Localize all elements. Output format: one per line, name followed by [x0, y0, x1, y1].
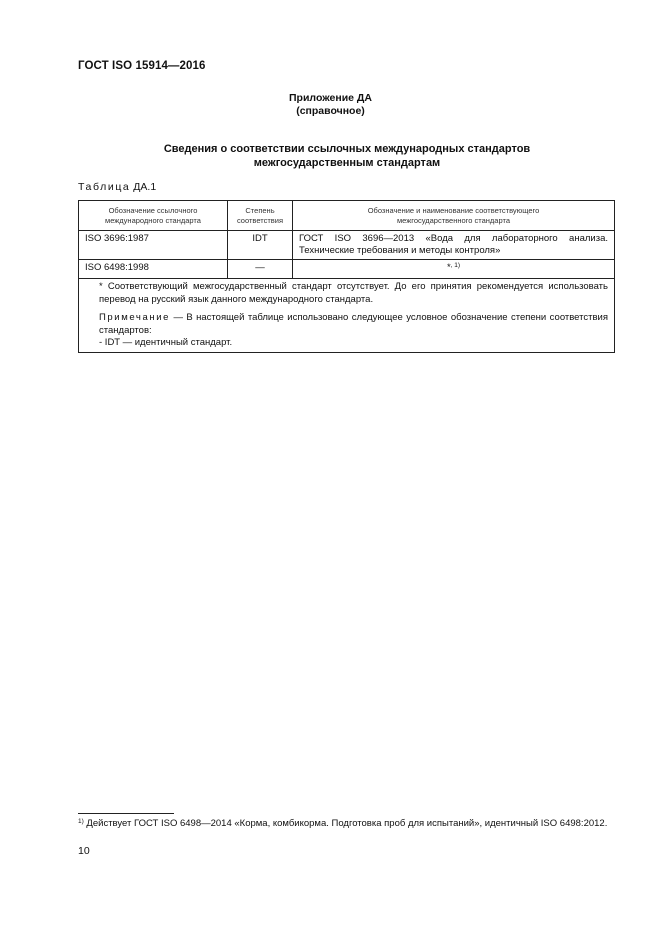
table-notes-row	[79, 279, 615, 353]
footnote	[78, 818, 615, 832]
column-header-reference: Обозначение ссылочного международного стандарта	[79, 201, 228, 231]
footnote-reference: , 1)	[450, 262, 461, 269]
page-number: 10	[78, 845, 90, 857]
correspondence-table	[78, 200, 615, 353]
reference-cell: ISO 6498:1998	[79, 260, 228, 279]
table-row	[79, 231, 615, 260]
column-header-degree: Степень соответствия	[228, 201, 293, 231]
section-title-line1: Сведения о соответствии ссылочных международных стандартов	[163, 143, 531, 155]
degree-cell: IDT	[228, 231, 293, 260]
degree-cell: —	[228, 260, 293, 279]
table-caption-number: ДА.1	[133, 181, 157, 193]
national-standard-cell: ГОСТ ISO 3696—2013 «Вода для лабораторного анализа. Технические требования и методы контроля»	[293, 231, 615, 260]
note-dash: —	[173, 312, 183, 323]
section-title-line2: межгосударственным стандартам	[253, 157, 441, 169]
missing-standard-mark: *	[446, 262, 451, 273]
footnote-marker: 1)	[78, 818, 84, 825]
asterisk-note: * Соответствующий межгосударственный стандарт отсутствует. До его принятия рекомендуется использовать перевод на русский язык данного международного стандарта.	[99, 281, 608, 305]
table-row	[79, 260, 615, 279]
table-notes	[79, 279, 615, 353]
annex-subtitle: (справочное)	[296, 105, 365, 117]
table-header-row	[79, 201, 615, 231]
column-header-national: Обозначение и наименование соответствующего межгосударственного стандарта	[293, 201, 615, 231]
note-text: В настоящей таблице использовано следующее условное обозначение степени соответствия стандартов:	[99, 312, 608, 336]
document-code: ГОСТ ISO 15914—2016	[78, 60, 206, 72]
table-caption	[78, 181, 156, 193]
section-title	[0, 142, 661, 170]
table-note	[85, 312, 608, 337]
annex-title: Приложение ДА	[289, 92, 372, 104]
footnote-divider	[78, 813, 174, 814]
table-caption-word: Таблица	[78, 181, 131, 193]
note-item: - IDT — идентичный стандарт.	[99, 337, 233, 348]
footnote-text: Действует ГОСТ ISO 6498—2014 «Корма, комбикорма. Подготовка проб для испытаний», идентичный ISO 6498:2012.	[86, 818, 608, 829]
reference-cell: ISO 3696:1987	[79, 231, 228, 260]
national-standard-cell	[293, 260, 615, 279]
annex-heading	[0, 92, 661, 118]
note-label: Примечание	[99, 312, 170, 323]
